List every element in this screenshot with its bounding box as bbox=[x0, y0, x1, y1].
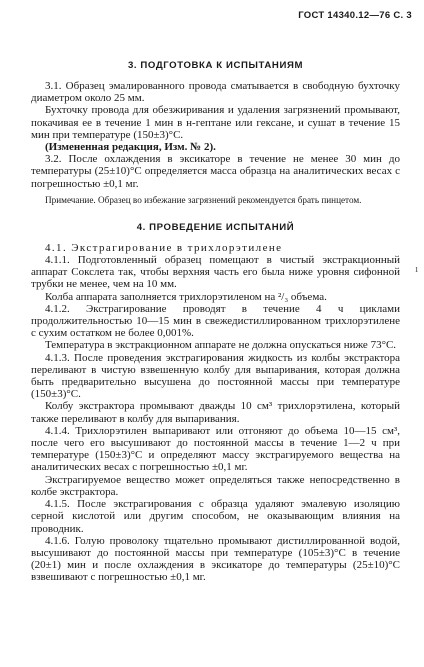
paragraph-4-1-1: 4.1.1. Подготовленный образец помещают в чистый экстракционный аппарат Сокслета так, чтобы верхняя часть его была ниже уровня сифонной трубки не менее, чем на 10 мм. bbox=[31, 254, 400, 291]
paragraph-4-1: 4.1. Экстрагирование в трихлорэтилене bbox=[45, 241, 283, 254]
page-content bbox=[31, 60, 400, 584]
section-4-title: 4. ПРОВЕДЕНИЕ ИСПЫТАНИЙ bbox=[136, 221, 295, 233]
paragraph-4-1-3-cont: Колбу экстрактора промывают дважды 10 см³ трихлорэтилена, который также переливают в колбу для выпаривания. bbox=[31, 400, 400, 425]
section-3-title: 3. ПОДГОТОВКА К ИСПЫТАНИЯМ bbox=[127, 60, 304, 71]
paragraph-3-1: 3.1. Образец эмалированного провода сматывается в свободную бухточку диаметром около 25 мм. bbox=[31, 80, 400, 105]
note: Примечание. Образец во избежание загрязнений рекомендуется брать пинцетом. bbox=[45, 194, 362, 205]
paragraph-4-1-5: 4.1.5. После экстрагирования с образца удаляют эмалевую изоляцию серной кислотой или другим способом, не оказывающим влияния на проводник. bbox=[31, 498, 400, 535]
paragraph-4-1-4: 4.1.4. Трихлорэтилен выпаривают или отгоняют до объема 10—15 см³, после чего его высушивают до постоянной массы в течение 1—2 ч при температуре (150±3)°С и определяют массу экстрагируемого вещества на аналитических весах с погрешностью ±0,1 мг. bbox=[31, 424, 400, 474]
paragraph-3-2: 3.2. После охлаждения в эксикаторе в течение не менее 30 мин до температуры (25±10)°С определяется масса образца на аналитических весах с погрешностью ±0,1 мг. bbox=[31, 153, 400, 190]
paragraph-4-1-3: 4.1.3. После проведения экстрагирования жидкость из колбы экстрактора переливают в чистую взвешенную колбу для выпаривания, которая должна быть предварительно высушена до постоянной массы при температуре (150±3)°С. bbox=[31, 351, 400, 401]
amendment-note: (Измененная редакция, Изм. № 2). bbox=[45, 141, 216, 154]
paragraph-4-1-6: 4.1.6. Голую проволоку тщательно промывают дистиллированной водой, высушивают до постоянной массы при температуре (105±3)°С в течение (20±1) мин и после охлаждения в эксикаторе до температуры (25±10)°С взвешивают с погрешностью ±0,1 мг. bbox=[31, 534, 400, 584]
scan-mark: ı bbox=[415, 264, 418, 275]
page-header: ГОСТ 14340.12—76 С. 3 bbox=[298, 10, 412, 21]
paragraph-3-1-cont: Бухточку провода для обезжиривания и удаления загрязнений промывают, покачивая ее в течение 1 мин в н-гептане или гексане, и сушат в течение 15 мин при температуре (150±3)°С. bbox=[31, 104, 400, 141]
paragraph-4-1-2: 4.1.2. Экстрагирование проводят в течение 4 ч циклами продолжительностью 10—15 мин в свежедистиллированном трихлорэтилене с сухим остатком не более 0,001%. bbox=[31, 302, 400, 340]
paragraph-4-1-4-cont: Экстрагируемое вещество может определяться также непосредственно в колбе экстрактора. bbox=[31, 473, 400, 498]
paragraph-4-1-1-cont: Колба аппарата заполняется трихлорэтиленом на ²/₃ объема. bbox=[45, 290, 327, 303]
paragraph-4-1-2-cont: Температура в экстракционном аппарате не должна опускаться ниже 73°С. bbox=[45, 339, 397, 352]
